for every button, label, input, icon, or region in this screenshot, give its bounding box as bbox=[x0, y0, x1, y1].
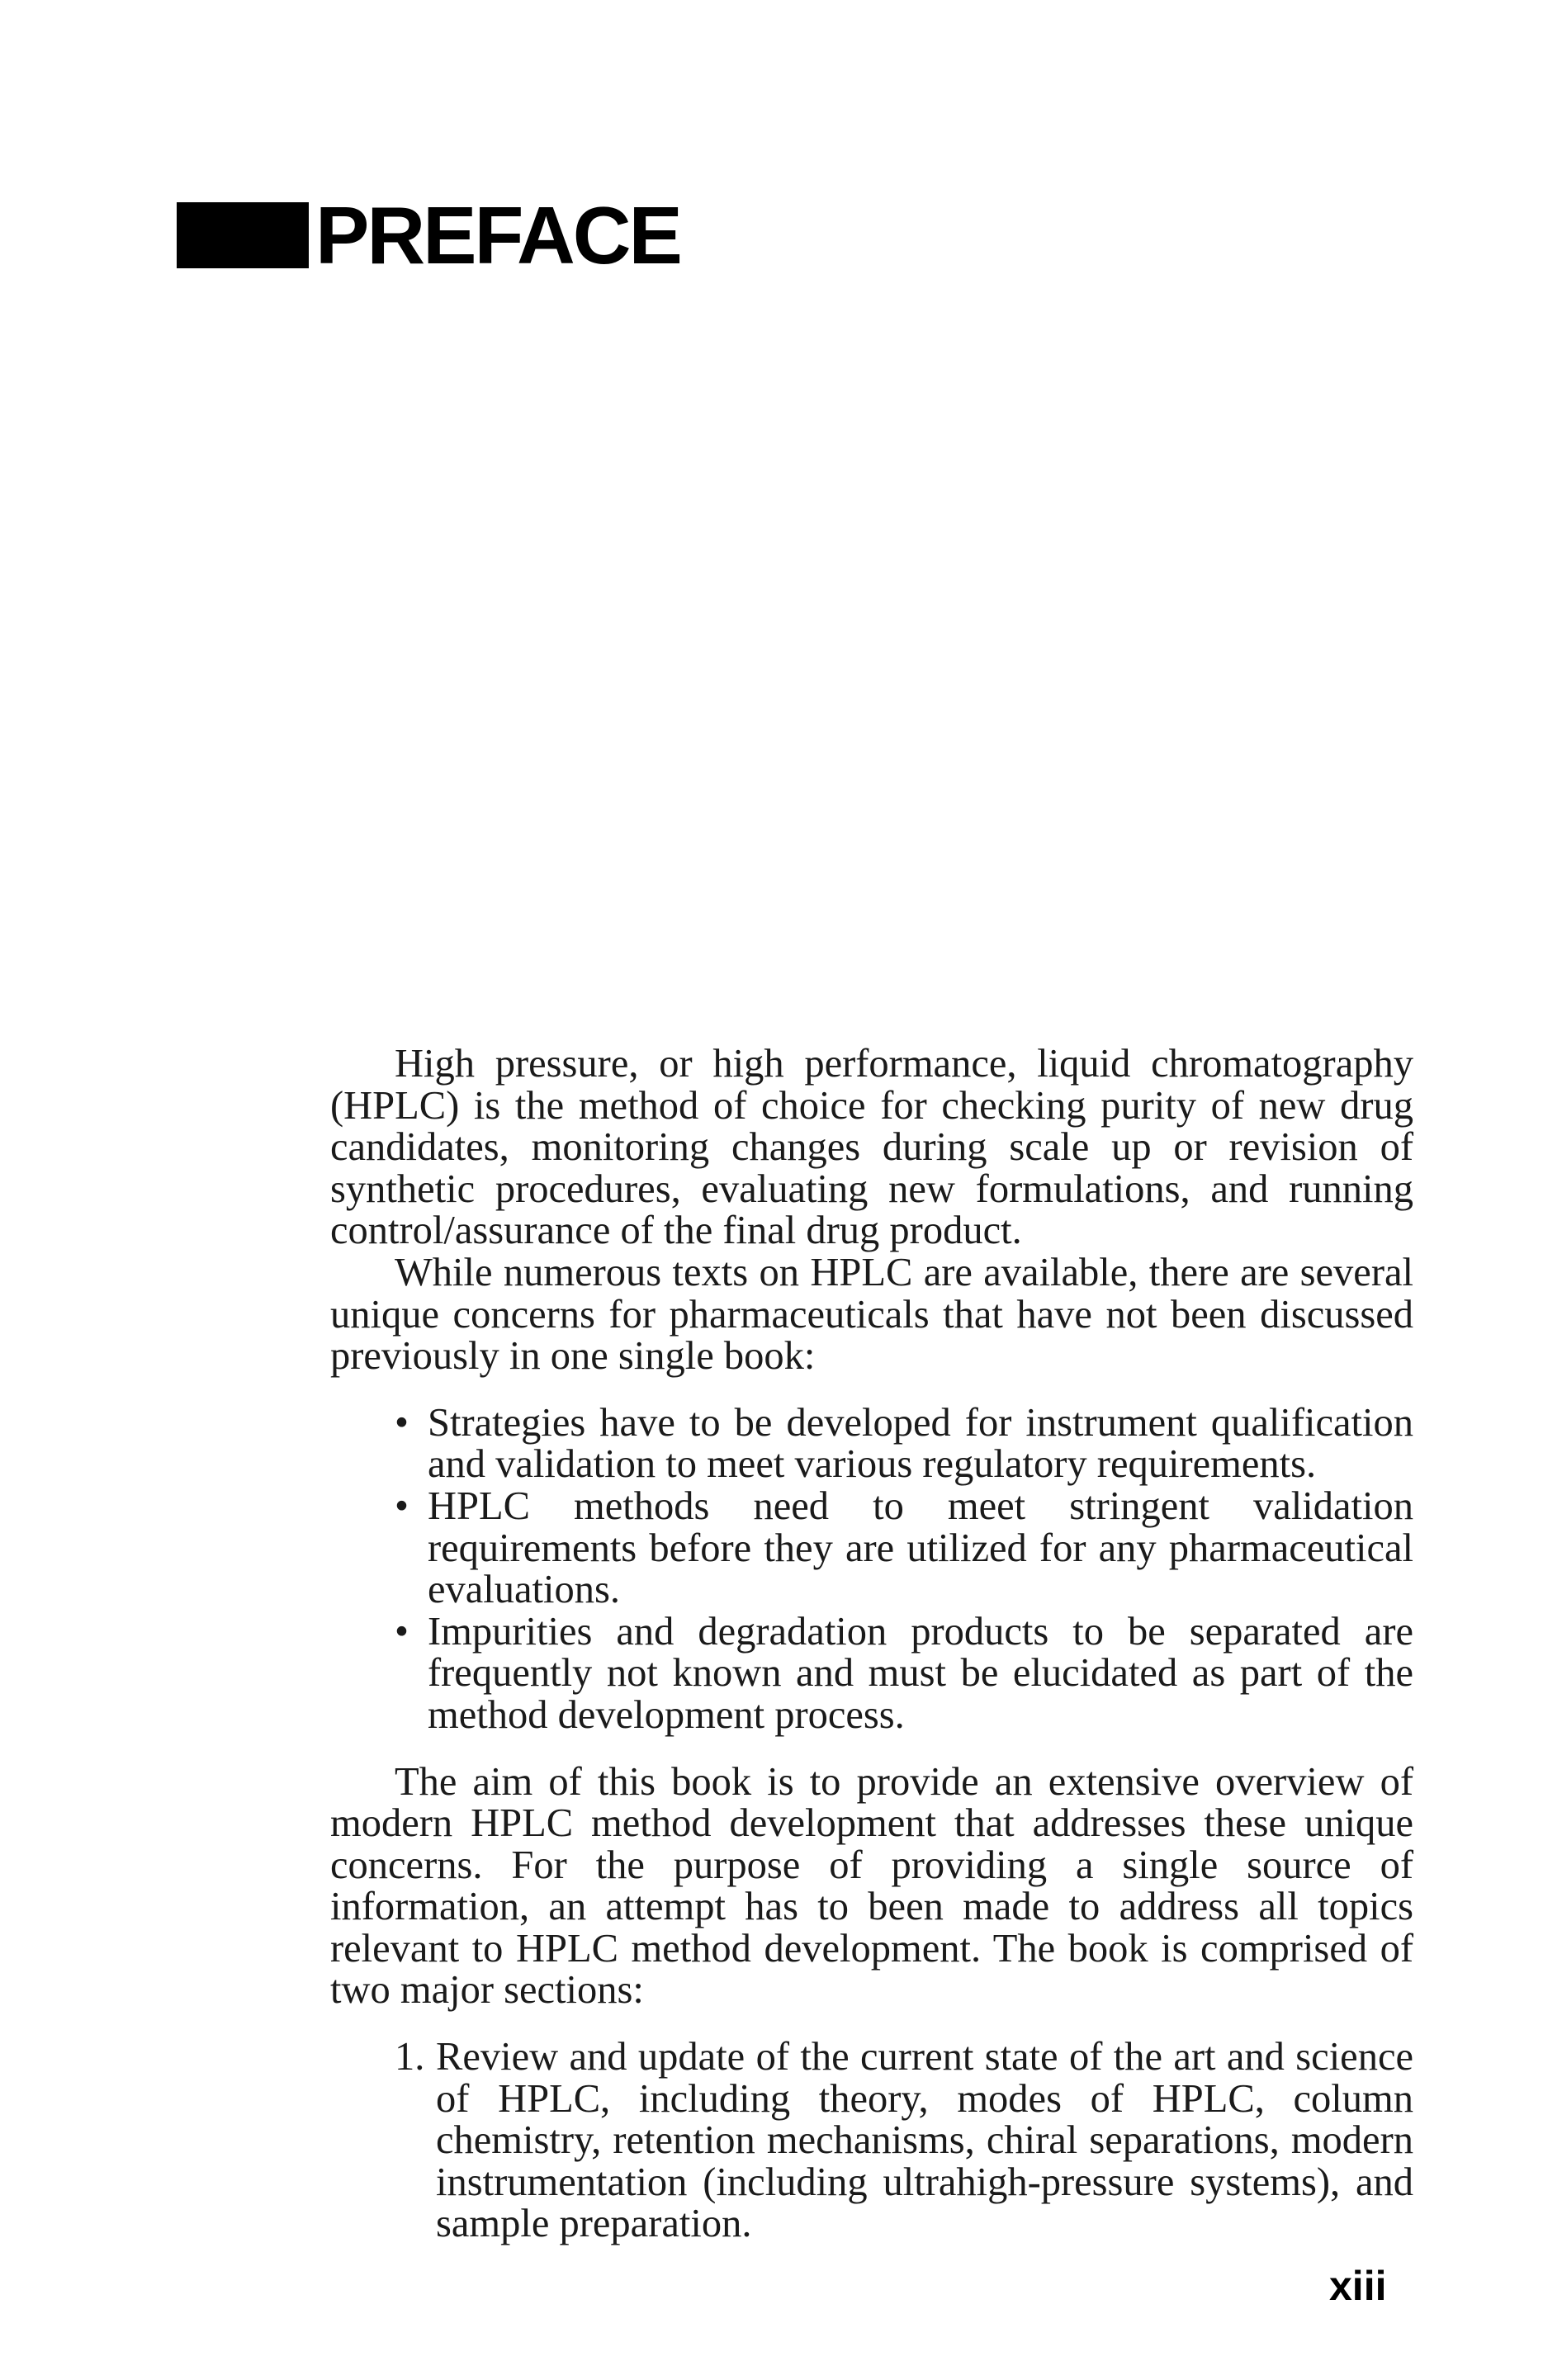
list-item bbox=[395, 1400, 1413, 1487]
list-item-text: HPLC methods need to meet stringent validation requirements before they are utilized for any pharmaceutical evaluations. bbox=[428, 1483, 1413, 1612]
numbered-item bbox=[395, 2037, 1413, 2245]
numbered-item-text: Review and update of the current state of the art and science of HPLC, including theory, modes of HPLC, column chemistry, retention mechanisms, chiral separations, modern instrumentation (including ultrahigh-pressure systems), and sample preparation. bbox=[436, 2035, 1413, 2246]
bullet-marker: • bbox=[395, 1483, 409, 1528]
heading-bar-decoration bbox=[177, 202, 309, 268]
page-number: xiii bbox=[1329, 2263, 1387, 2309]
bullet-marker: • bbox=[395, 1609, 409, 1654]
bullet-marker: • bbox=[395, 1400, 409, 1445]
list-item bbox=[395, 1611, 1413, 1737]
item-number: 1. bbox=[395, 2035, 425, 2080]
list-item-text: Strategies have to be developed for instrument qualification and validation to meet various regulatory requirements. bbox=[428, 1400, 1413, 1487]
list-item-text: Impurities and degradation products to be separated are frequently not known and must be elucidated as part of the method development process. bbox=[428, 1609, 1413, 1737]
paragraph-aim: The aim of this book is to provide an extensive overview of modern HPLC method development that addresses these unique concerns. For the purpose of providing a single source of information, an attempt has to been made to address all topics relevant to HPLC method development. The book is comprised of two major sections: bbox=[330, 1759, 1413, 2013]
preface-heading bbox=[177, 190, 680, 281]
sections-list bbox=[330, 2037, 1413, 2245]
list-item bbox=[395, 1483, 1413, 1612]
page-title: PREFACE bbox=[315, 190, 680, 281]
body-text bbox=[330, 1043, 1413, 2245]
concerns-list bbox=[330, 1400, 1413, 1737]
paragraph-intro: High pressure, or high performance, liquid chromatography (HPLC) is the method of choice for checking purity of new drug candidates, monitoring changes during scale up or revision of synthetic procedures, evaluating new formulations, and running control/assurance of the final drug product. bbox=[330, 1042, 1413, 1253]
paragraph-concerns: While numerous texts on HPLC are available, there are several unique concerns for pharmaceuticals that have not been discussed previously in one single book: bbox=[330, 1250, 1413, 1379]
